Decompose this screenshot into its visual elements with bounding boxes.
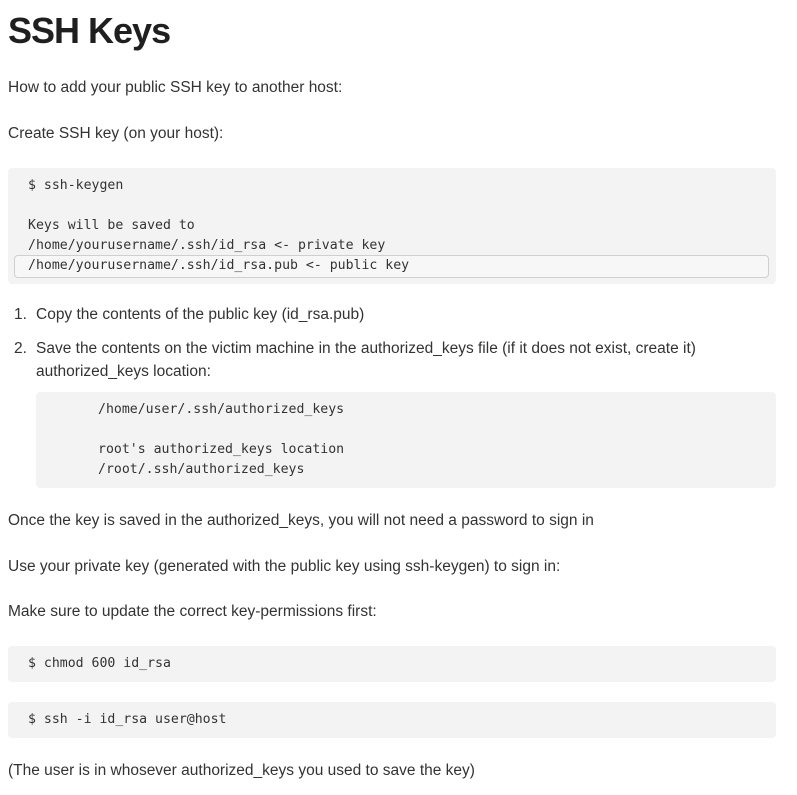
authorized-keys-code-block bbox=[36, 392, 776, 488]
list-item-number: 2. bbox=[14, 340, 27, 357]
chmod-code-block bbox=[8, 646, 776, 682]
code-line: $ chmod 600 id_rsa bbox=[28, 656, 171, 671]
code-line: /home/yourusername/.ssh/id_rsa <- private key bbox=[28, 238, 386, 253]
ssh-keygen-code-block bbox=[8, 168, 776, 284]
code-line: $ ssh -i id_rsa user@host bbox=[28, 712, 227, 727]
intro-text: How to add your public SSH key to another host: bbox=[8, 79, 343, 96]
list-item: Copy the contents of the public key (id_rsa.pub) bbox=[36, 306, 365, 323]
list-item: Save the contents on the victim machine in the authorized_keys file (if it does not exist, create it) bbox=[36, 340, 696, 357]
code-line: /home/user/.ssh/authorized_keys bbox=[98, 402, 345, 417]
code-line: /home/yourusername/.ssh/id_rsa.pub <- public key bbox=[28, 258, 410, 273]
footer-note: (The user is in whosever authorized_keys you used to save the key) bbox=[8, 762, 475, 779]
code-line: root's authorized_keys location bbox=[98, 442, 345, 457]
permissions-text: Make sure to update the correct key-permissions first: bbox=[8, 603, 377, 620]
private-key-text: Use your private key (generated with the public key using ssh-keygen) to sign in: bbox=[8, 558, 561, 575]
ssh-login-code-block bbox=[8, 702, 776, 738]
list-item-number: 1. bbox=[14, 306, 27, 323]
list-item-continuation: authorized_keys location: bbox=[36, 363, 211, 380]
saved-key-text: Once the key is saved in the authorized_keys, you will not need a password to sign in bbox=[8, 512, 594, 529]
code-line: $ ssh-keygen bbox=[28, 178, 124, 193]
code-line: Keys will be saved to bbox=[28, 218, 195, 233]
code-line: /root/.ssh/authorized_keys bbox=[98, 462, 305, 477]
create-key-label: Create SSH key (on your host): bbox=[8, 125, 224, 142]
page-title: SSH Keys bbox=[8, 10, 171, 51]
